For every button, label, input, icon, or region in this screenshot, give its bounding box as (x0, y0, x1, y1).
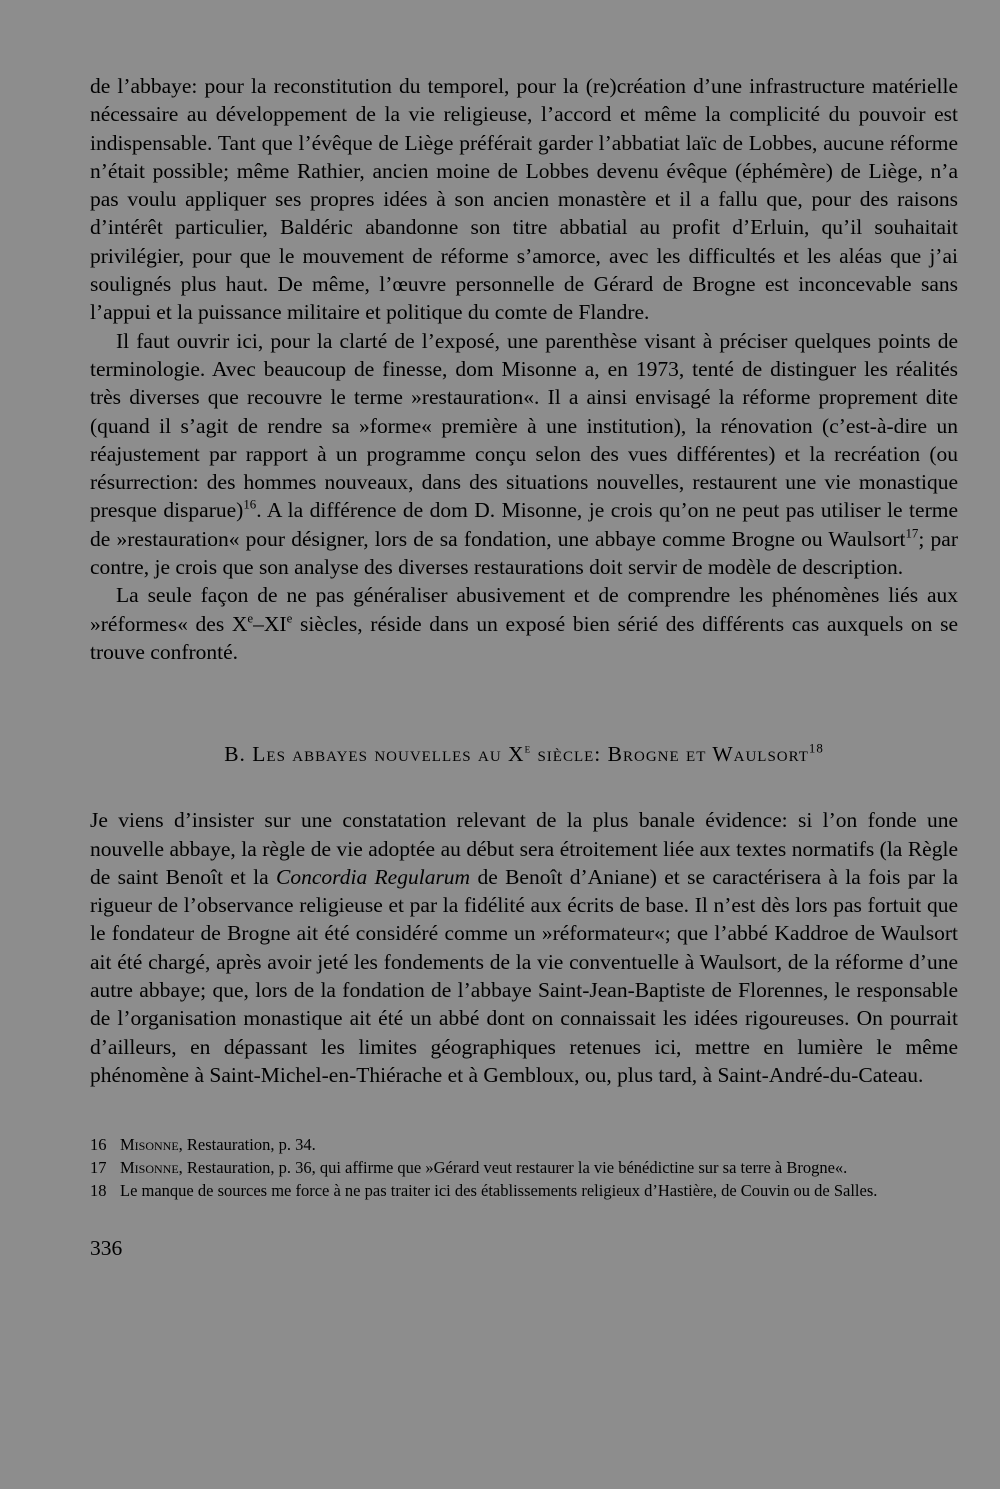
paragraph-text: de l’abbaye: pour la reconstitution du temporel, pour la (re)création d’une infrastructure matérielle nécessaire au développement de la vie religieuse, l’accord et même la complicité du pouvoir est indispensable. Tant que l’évêque de Liège préférait garder l’abbatiat laïc de Lobbes, aucune réforme n’était possible; même Rathier, ancien moine de Lobbes devenu évêque (éphémère) de Liège, n’a pas voulu appliquer ses propres idées à son ancien monastère et il a fallu que, pour des raisons d’intérêt particulier, Baldéric abandonne son titre abbatial au profit d’Erluin, qu’il souhaitait privilégier, pour que le mouvement de réforme s’amorce, avec les difficultés et les aléas que j’ai soulignés plus haut. De même, l’œuvre personnelle de Gérard de Brogne est inconcevable sans l’appui et la puissance militaire et politique du comte de Flandre. (90, 74, 958, 325)
heading-text: siècle: Brogne et Waulsort (531, 742, 809, 767)
paragraph-text: . A la différence de dom D. Misonne, je crois qu’on ne peut pas utiliser le terme de »restauration« pour désigner, lors de sa fondation, une abbaye comme Brogne ou Waulsort (90, 498, 959, 551)
heading-text: B. Les abbayes nouvelles au X (224, 742, 525, 767)
paragraph-text: Je viens d’insister sur une constatation relevant de la plus banale évidence: si l’on fonde une nouvelle abbaye, la règle de vie adoptée au début sera étroitement liée aux textes normatifs (la Règle de saint Benoît et la (90, 808, 958, 889)
paragraph-text: Il faut ouvrir ici, pour la clarté de l’exposé, une parenthèse visant à préciser quelques points de terminologie. Avec beaucoup de finesse, dom Misonne a, en 1973, tenté de distinguer les réalités très diverses que recouvre le terme »restauration«. Il a ainsi envisagé la réforme proprement dite (quand il s’agit de rendre sa »forme« première à une institution), la rénovation (c’est-à-dire un réajustement par rapport à un programme conçu selon des vues différentes) et la recréation (ou résurrection: des hommes nouveaux, dans des situations nouvelles, restaurent une vie monastique presque disparue) (90, 328, 958, 523)
paragraph-text: La seule façon de ne pas généraliser abusivement et de comprendre les phénomènes liés aux »réformes« des X (90, 583, 958, 636)
footnote-number: 16 (90, 1135, 107, 1155)
paragraph-3 (90, 581, 958, 666)
footnote-body: , Restauration, p. 34. (178, 1135, 316, 1155)
italic-title: Concordia Regularum (276, 864, 471, 889)
paragraph-4 (90, 806, 958, 1089)
footnote-text (120, 1156, 958, 1179)
footnote-author: Misonne (120, 1158, 179, 1178)
footnotes (90, 1133, 958, 1202)
footnote-ref-16[interactable]: 16 (243, 498, 257, 513)
paragraph-text: de Benoît d’Aniane) et se caractérisera à la fois par la rigueur de l’observance religieuse et par la fidélité aux écrits de base. Il n’est dès lors pas fortuit que le fondateur de Brogne ait été considéré comme un »réformateur«; que l’abbé Kaddroe de Waulsort ait été chargé, après avoir jeté les fondements de la vie conventuelle à Waulsort, de la réforme d’une autre abbaye; que, lors de la fondation de l’abbaye Saint-Jean-Baptiste de Florennes, le responsable de l’organisation monastique ait été un abbé dont on connaissait les idées rigoureuses. On pourrait d’ailleurs, en dépassant les limites géographiques retenues ici, mettre en lumière le même phénomène à Saint-Michel-en-Thiérache et à Gembloux, ou, plus tard, à Saint-André-du-Cateau. (90, 864, 959, 1087)
page-body (90, 72, 958, 1202)
footnote-18 (90, 1179, 958, 1202)
footnote-16 (90, 1133, 958, 1156)
paragraph-2 (90, 327, 958, 582)
footnote-text (120, 1179, 958, 1202)
footnote-ref-17[interactable]: 17 (905, 526, 919, 541)
page-number: 336 (90, 1236, 123, 1261)
footnote-body: Le manque de sources me force à ne pas traiter ici des établissements religieux d’Hastière, de Couvin ou de Salles. (120, 1181, 878, 1201)
footnote-17 (90, 1156, 958, 1179)
footnote-text (120, 1133, 958, 1156)
footnote-number: 18 (90, 1181, 107, 1201)
paragraph-text: siècles, réside dans un exposé bien sérié des différents cas auxquels on se trouve confronté. (90, 611, 959, 664)
superscript: e (247, 611, 254, 626)
superscript: e (524, 741, 532, 756)
section-heading (90, 740, 958, 768)
paragraph-text: ; par contre, je crois que son analyse des diverses restaurations doit servir de modèle de description. (90, 526, 958, 580)
footnote-ref-18[interactable]: 18 (808, 741, 824, 756)
paragraph-text: –XI (253, 611, 287, 636)
footnote-number: 17 (90, 1158, 107, 1178)
paragraph-1 (90, 72, 958, 327)
footnote-body: , Restauration, p. 36, qui affirme que »Gérard veut restaurer la vie bénédictine sur sa terre à Brogne«. (178, 1158, 848, 1178)
superscript: e (286, 611, 293, 626)
footnote-author: Misonne (120, 1135, 179, 1155)
